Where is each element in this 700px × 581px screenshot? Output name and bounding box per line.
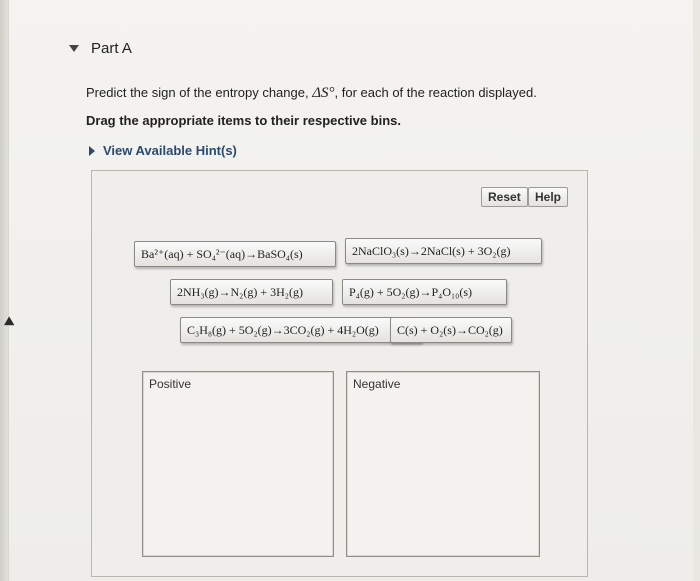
part-title: Part A	[91, 40, 132, 57]
question-text	[86, 85, 537, 102]
draggable-reaction-item[interactable]: P₄(g) + 5O₂(g)→P₄O₁₀(s)	[342, 279, 507, 305]
draggable-reaction-item[interactable]: 2NaClO₃(s)→2NaCl(s) + 3O₂(g)	[345, 238, 542, 264]
help-button[interactable]: Help	[528, 187, 568, 207]
instruction-text: Drag the appropriate items to their respective bins.	[86, 113, 401, 128]
draggable-reaction-item[interactable]: C₃H₈(g) + 5O₂(g)→3CO₂(g) + 4H₂O(g)	[180, 317, 422, 343]
positive-bin[interactable]	[142, 371, 334, 557]
reset-button[interactable]: Reset	[481, 187, 528, 207]
negative-bin[interactable]	[346, 371, 540, 557]
question-page	[8, 0, 693, 581]
expand-triangle-icon	[89, 146, 95, 156]
collapse-caret-icon[interactable]	[69, 45, 79, 52]
hints-label: View Available Hint(s)	[103, 143, 237, 158]
positive-bin-label: Positive	[149, 377, 192, 391]
draggable-reaction-item[interactable]: Ba²⁺(aq) + SO₄²⁻(aq)→BaSO₄(s)	[134, 241, 336, 267]
entropy-symbol: ΔS°	[312, 85, 335, 101]
draggable-reaction-item[interactable]: 2NH₃(g)→N₂(g) + 3H₂(g)	[170, 279, 333, 305]
question-suffix: , for each of the reaction displayed.	[334, 85, 537, 100]
drag-drop-workspace	[91, 170, 588, 577]
left-edge-shade	[0, 0, 8, 581]
question-prefix: Predict the sign of the entropy change,	[86, 85, 313, 100]
draggable-reaction-item[interactable]: C(s) + O₂(s)→CO₂(g)	[390, 317, 512, 343]
negative-bin-label: Negative	[353, 377, 401, 391]
part-a-header[interactable]	[69, 40, 132, 57]
view-hints-link[interactable]	[89, 143, 237, 158]
